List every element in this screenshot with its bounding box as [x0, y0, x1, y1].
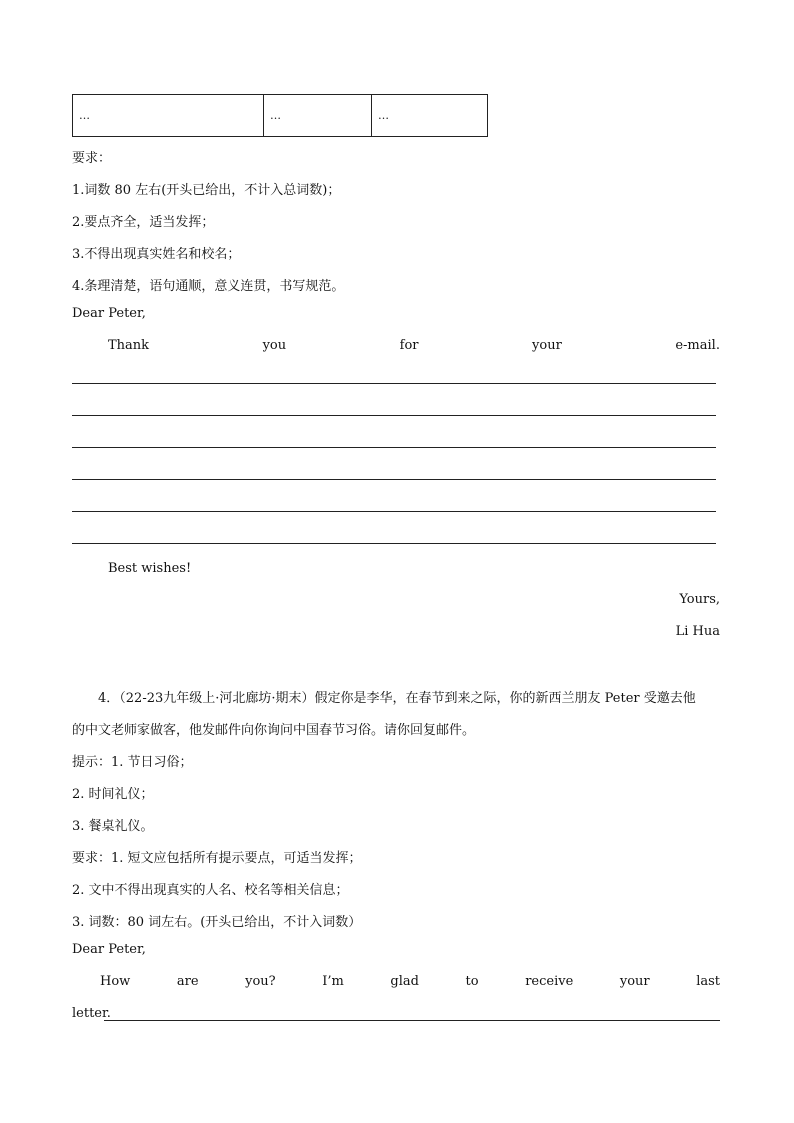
- question-4-intro: 4．（22-23九年级上·河北廊坊·期末）假定你是李华，在春节到来之际，你的新西兰朋友 Peter 受邀去他: [98, 691, 696, 706]
- opening-word: to: [465, 974, 479, 989]
- writing-line[interactable]: [72, 511, 716, 512]
- opening-word: you: [262, 338, 287, 353]
- question-4-intro-cont: 的中文老师家做客，他发邮件向你询问中国春节习俗。请你回复邮件。: [72, 723, 476, 738]
- signature: Li Hua: [675, 624, 720, 639]
- opening-word: How: [100, 974, 131, 989]
- requirement-3: 3.不得出现真实姓名和校名；: [72, 247, 241, 262]
- opening-word: your: [619, 974, 650, 989]
- opening-word: for: [399, 338, 419, 353]
- hint-1: 提示：1. 节日习俗；: [72, 755, 193, 770]
- requirement-4: 4.条理清楚，语句通顺，意义连贯，书写规范。: [72, 279, 345, 294]
- hint-2: 2. 时间礼仪；: [72, 787, 154, 802]
- salutation: Dear Peter,: [72, 942, 146, 957]
- table-cell: …: [73, 95, 264, 137]
- writing-line[interactable]: [72, 543, 716, 544]
- opening-word: last: [696, 974, 720, 989]
- writing-line[interactable]: [104, 1020, 720, 1021]
- opening-word: e-mail.: [675, 338, 720, 353]
- writing-line[interactable]: [72, 383, 716, 384]
- table-cell: …: [264, 95, 372, 137]
- opening-sentence: [108, 338, 720, 353]
- opening-word: receive: [525, 974, 574, 989]
- requirement-1: 要求：1. 短文应包括所有提示要点，可适当发挥；: [72, 851, 362, 866]
- table-cell: …: [372, 95, 488, 137]
- opening-word: your: [532, 338, 562, 353]
- opening-sentence: [100, 974, 720, 989]
- opening-word: are: [176, 974, 199, 989]
- opening-end: letter.: [72, 1006, 111, 1021]
- writing-line[interactable]: [72, 415, 716, 416]
- hint-3: 3. 餐桌礼仪。: [72, 819, 154, 834]
- writing-line[interactable]: [72, 447, 716, 448]
- writing-line[interactable]: [72, 479, 716, 480]
- requirement-1: 1.词数 80 左右(开头已给出，不计入总词数)；: [72, 183, 341, 198]
- opening-word: Thank: [108, 338, 150, 353]
- requirements-title: 要求：: [72, 151, 112, 166]
- requirement-2: 2.要点齐全，适当发挥；: [72, 215, 215, 230]
- answer-table: [72, 94, 488, 137]
- opening-word: you?: [245, 974, 276, 989]
- opening-word: I’m: [322, 974, 344, 989]
- sign-off: Yours,: [679, 592, 720, 607]
- opening-word: glad: [390, 974, 419, 989]
- salutation: Dear Peter,: [72, 306, 146, 321]
- closing: Best wishes!: [108, 561, 192, 576]
- requirement-2: 2. 文中不得出现真实的人名、校名等相关信息；: [72, 883, 349, 898]
- requirement-3: 3. 词数：80 词左右。(开头已给出，不计入词数）: [72, 915, 362, 930]
